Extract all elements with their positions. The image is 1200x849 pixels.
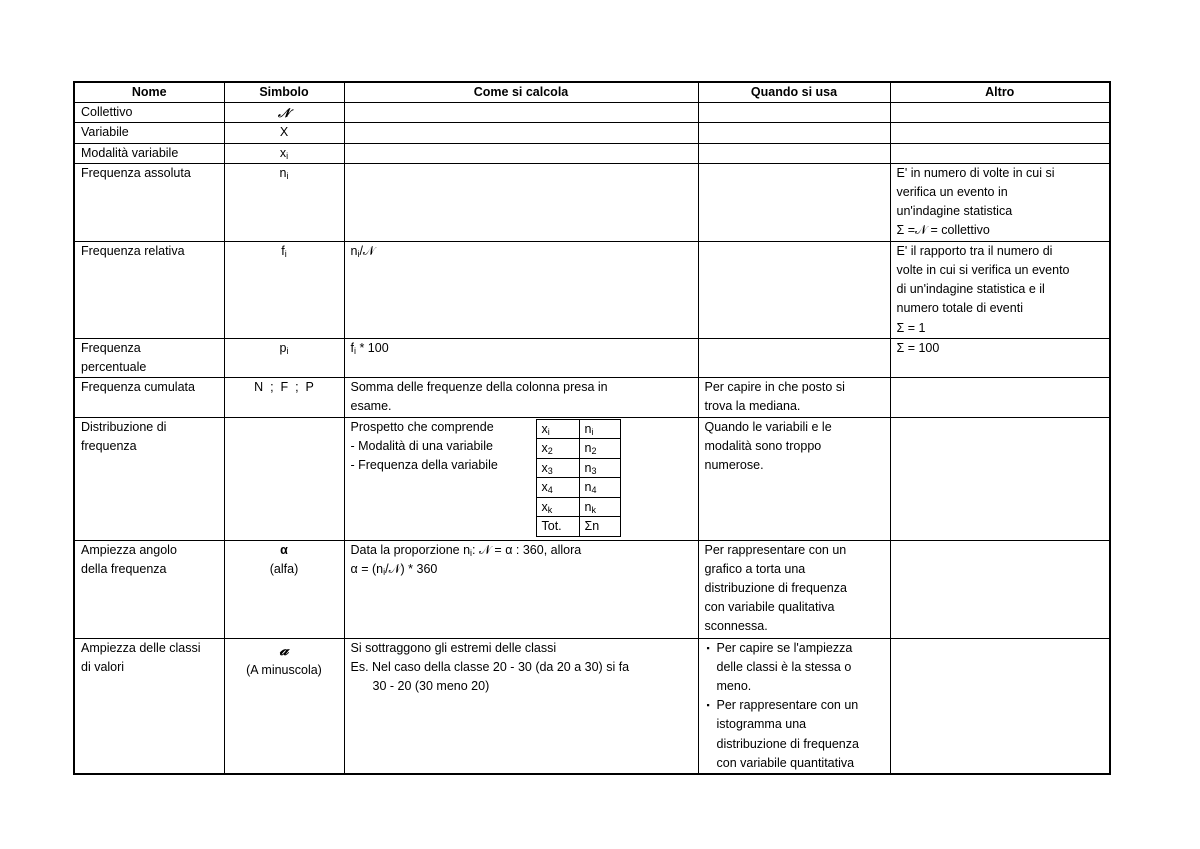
text-line: modalità sono troppo [704, 438, 822, 453]
header-quando: Quando si usa [698, 82, 890, 103]
cell-quando [698, 163, 890, 241]
formula-sub: i [357, 248, 360, 259]
cell-come [344, 143, 698, 163]
symbol-base: p [279, 340, 287, 355]
mini-base: x [541, 480, 548, 495]
cell-quando [698, 338, 890, 377]
symbol-note: (A minuscola) [246, 662, 322, 677]
cell-altro [890, 417, 1110, 540]
mini-cell-n [579, 458, 620, 478]
cell-nome [74, 338, 224, 377]
text-line: Distribuzione di [81, 419, 167, 434]
text-line: Σ = 1 [896, 320, 926, 335]
cell-nome: Frequenza assoluta [74, 163, 224, 241]
cell-quando [698, 540, 890, 638]
cell-come [344, 103, 698, 123]
cell-simbolo [224, 143, 344, 163]
cell-altro [890, 540, 1110, 638]
mini-base: x [541, 421, 548, 436]
mini-row [536, 439, 620, 459]
mini-base: n [584, 441, 592, 456]
text-line: Σ =𝒩 = collettivo [896, 223, 990, 238]
text-line: Frequenza [81, 340, 141, 355]
text-line: volte in cui si verifica un evento [896, 263, 1070, 278]
mini-base: n [584, 421, 592, 436]
symbol-base: n [279, 165, 287, 180]
formula-rest: /𝒩 [359, 243, 375, 258]
mini-base: x [541, 460, 548, 475]
mini-cell-n [579, 439, 620, 459]
text-line: - Modalità di una variabile [350, 438, 493, 453]
mini-row [536, 497, 620, 517]
text-line: di un'indagine statistica e il [896, 282, 1045, 297]
distribution-content [350, 418, 692, 534]
symbol-note: (alfa) [269, 561, 299, 576]
row-variabile [74, 123, 1110, 143]
text-line: istogramma una [716, 717, 807, 732]
row-distribuzione [74, 417, 1110, 540]
row-freq-relativa [74, 241, 1110, 338]
text-line: - Frequenza della variabile [350, 458, 498, 473]
formula-rest: * 100 [355, 340, 389, 355]
text-line: Si sottraggono gli estremi delle classi [350, 640, 557, 655]
cell-nome: Modalità variabile [74, 143, 224, 163]
mini-cell-n [579, 497, 620, 517]
cell-simbolo [224, 540, 344, 638]
row-collettivo [74, 103, 1110, 123]
cell-come [344, 417, 698, 540]
row-freq-assoluta [74, 163, 1110, 241]
text-line: Per rappresentare con un [704, 542, 847, 557]
mini-sub: i [547, 426, 550, 437]
text-line: trova la mediana. [704, 399, 801, 414]
text-line: Ampiezza delle classi [81, 640, 201, 655]
text-line: della frequenza [81, 561, 167, 576]
text-line: numero totale di eventi [896, 301, 1023, 316]
header-altro: Altro [890, 82, 1110, 103]
mini-cell-n [579, 478, 620, 498]
mini-base: x [541, 441, 548, 456]
cell-altro [890, 638, 1110, 774]
text-line: Es. Nel caso della classe 20 - 30 (da 20 a 30) si fa [350, 659, 630, 674]
cell-nome [74, 540, 224, 638]
row-classi [74, 638, 1110, 774]
mini-sub: i [591, 426, 594, 437]
cell-nome [74, 638, 224, 774]
row-angolo [74, 540, 1110, 638]
text-sub: i [383, 566, 386, 577]
mini-base: Σn [584, 519, 600, 534]
cell-nome: Frequenza cumulata [74, 378, 224, 417]
formula-sub: i [353, 345, 356, 356]
text-line: verifica un evento in [896, 185, 1008, 200]
text-line: E' in numero di volte in cui si [896, 165, 1055, 180]
formula-base: n [350, 243, 358, 258]
text-line: esame. [350, 399, 392, 414]
cell-quando [698, 378, 890, 417]
statistics-table [73, 81, 1111, 775]
text-line: un'indagine statistica [896, 204, 1013, 219]
distribution-mini-table [536, 419, 621, 537]
text-line: Ampiezza angolo [81, 542, 177, 557]
mini-sub: 2 [591, 446, 597, 457]
cell-nome: Variabile [74, 123, 224, 143]
symbol-sub: i [284, 248, 287, 259]
cell-altro [890, 143, 1110, 163]
bullet-item [717, 696, 884, 773]
cell-simbolo [224, 417, 344, 540]
cell-quando [698, 103, 890, 123]
mini-row [536, 517, 620, 537]
cell-simbolo: X [224, 123, 344, 143]
cell-altro [890, 103, 1110, 123]
mini-cell-x [536, 458, 579, 478]
mini-sub: 3 [591, 465, 597, 476]
mini-sub: 3 [547, 465, 553, 476]
mini-cell-x [536, 419, 579, 439]
mini-base: n [584, 460, 592, 475]
symbol-sub: i [286, 150, 289, 161]
cell-nome [74, 417, 224, 540]
text-part: /𝒩) * 360 [385, 561, 438, 576]
cell-simbolo [224, 638, 344, 774]
cell-come [344, 241, 698, 338]
text-line: di valori [81, 659, 125, 674]
row-freq-percentuale [74, 338, 1110, 377]
text-line: meno. [716, 679, 752, 694]
header-row [74, 82, 1110, 103]
cell-come [344, 338, 698, 377]
symbol-sub: i [286, 345, 289, 356]
mini-cell-n [579, 517, 620, 537]
text-line: grafico a torta una [704, 561, 806, 576]
text-line: 30 - 20 (30 meno 20) [372, 679, 490, 694]
cell-quando [698, 638, 890, 774]
text-line [351, 560, 692, 579]
text-line: Quando le variabili e le [704, 419, 832, 434]
mini-base: n [584, 499, 592, 514]
mini-row [536, 458, 620, 478]
symbol-base: x [279, 145, 287, 160]
mini-cell-n [579, 419, 620, 439]
mini-cell-x [536, 497, 579, 517]
header-nome: Nome [74, 82, 224, 103]
cell-altro: Σ = 100 [890, 338, 1110, 377]
formula-base: f [350, 340, 354, 355]
cell-altro [890, 378, 1110, 417]
text-line: ▪ Per rappresentare con un [716, 698, 859, 713]
text-line: percentuale [81, 360, 147, 375]
text-line: Somma delle frequenze della colonna presa in [350, 380, 608, 395]
text-line: frequenza [81, 438, 137, 453]
cell-altro [890, 241, 1110, 338]
text-part: : 𝒩 = α : 360, allora [472, 542, 582, 557]
text-sub: i [470, 547, 473, 558]
text-line: con variabile quantitativa [716, 755, 855, 770]
mini-cell-x [536, 478, 579, 498]
cell-simbolo: N ; F ; P [224, 378, 344, 417]
mini-row [536, 419, 620, 439]
mini-cell-x [536, 517, 579, 537]
text-line: E' il rapporto tra il numero di [896, 243, 1053, 258]
alpha-symbol: α [280, 542, 288, 557]
text-line: distribuzione di frequenza [716, 736, 859, 751]
cell-quando [698, 123, 890, 143]
header-simbolo: Simbolo [224, 82, 344, 103]
text-line: distribuzione di frequenza [704, 581, 847, 596]
cell-nome: Frequenza relativa [74, 241, 224, 338]
cell-come [344, 123, 698, 143]
text-line: con variabile qualitativa [704, 600, 835, 615]
cell-simbolo [224, 241, 344, 338]
bullet-item [717, 639, 884, 697]
cell-come [344, 163, 698, 241]
row-modalita [74, 143, 1110, 163]
text-line: sconnessa. [704, 619, 768, 634]
cell-come [344, 540, 698, 638]
mini-sub: 4 [547, 485, 553, 496]
symbol-base: f [281, 243, 285, 258]
cell-quando [698, 143, 890, 163]
symbol-sub: i [286, 170, 289, 181]
text-part: α = (n [350, 561, 384, 576]
mini-sub: 2 [547, 446, 553, 457]
text-line: delle classi è la stessa o [716, 659, 852, 674]
mini-base: x [541, 499, 548, 514]
cell-quando [698, 417, 890, 540]
mini-cell-x [536, 439, 579, 459]
row-freq-cumulata [74, 378, 1110, 417]
text-line: ▪ Per capire se l'ampiezza [716, 640, 853, 655]
mini-row [536, 478, 620, 498]
mini-base: Tot. [541, 519, 562, 534]
cell-altro [890, 163, 1110, 241]
text-line: numerose. [704, 458, 764, 473]
mini-sub: k [547, 504, 553, 515]
cell-come [344, 638, 698, 774]
mini-base: n [584, 480, 592, 495]
mini-sub: 4 [591, 485, 597, 496]
text-part: Data la proporzione n [350, 542, 471, 557]
header-come: Come si calcola [344, 82, 698, 103]
text-line: Prospetto che comprende [350, 419, 494, 434]
cell-simbolo: 𝒩 [224, 103, 344, 123]
a-symbol: 𝒶 [279, 639, 289, 659]
cell-simbolo [224, 338, 344, 377]
cell-simbolo [224, 163, 344, 241]
cell-quando [698, 241, 890, 338]
text-line: Per capire in che posto si [704, 380, 845, 395]
cell-nome: Collettivo [74, 103, 224, 123]
cell-come [344, 378, 698, 417]
mini-sub: k [591, 504, 596, 515]
text-line [351, 541, 692, 560]
bullet-list [705, 639, 884, 773]
cell-altro [890, 123, 1110, 143]
